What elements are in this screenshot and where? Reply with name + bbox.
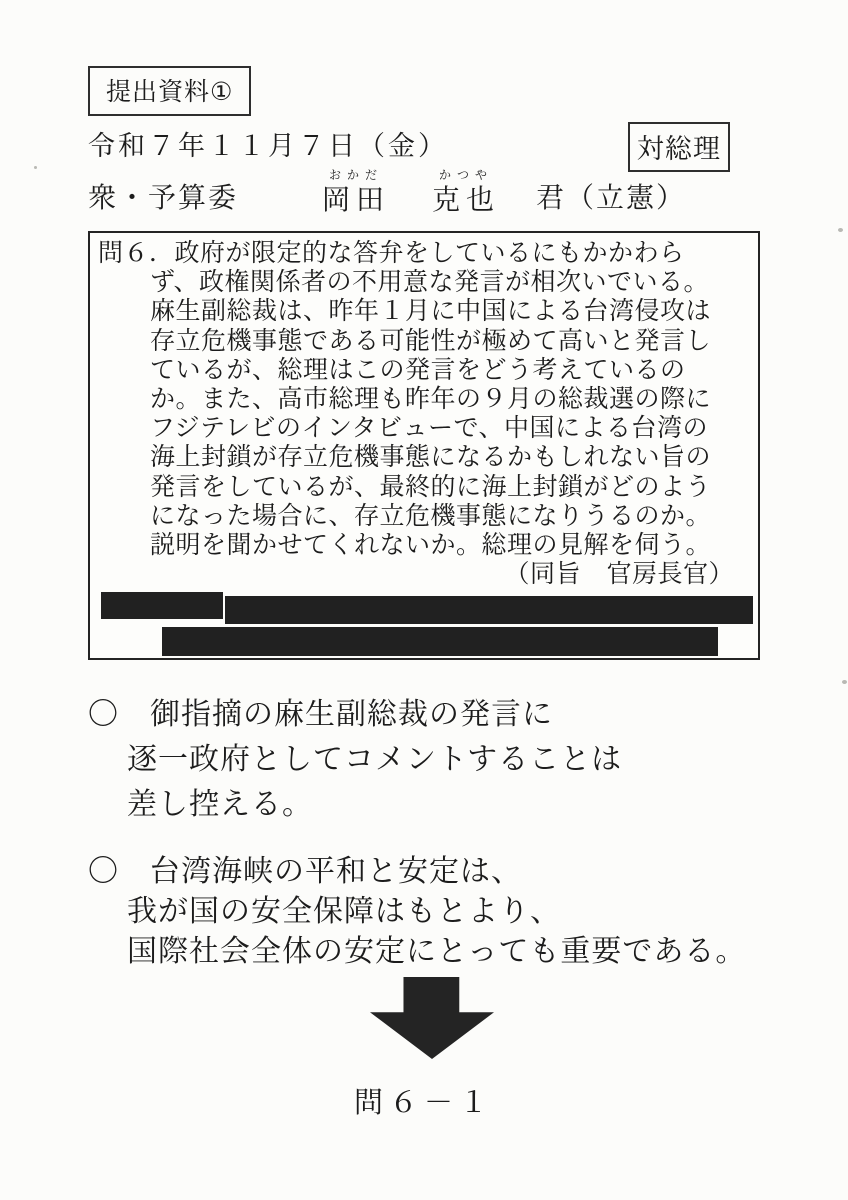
question-line: 麻生副総裁は、昨年１月に中国による台湾侵攻は <box>150 297 712 326</box>
question-line: 説明を聞かせてくれないか。総理の見解を伺う。 <box>150 531 712 560</box>
answer-line: 逐一政府としてコメントすることは <box>127 743 623 776</box>
scan-speck <box>34 166 37 169</box>
member-family-ruby: おかだ <box>322 168 391 182</box>
question-line: 海上封鎖が存立危機事態になるかもしれない旨の <box>150 443 712 472</box>
question-line: フジテレビのインタビューで、中国による台湾の <box>150 414 709 443</box>
footer-page-label: 問６－１ <box>353 1087 494 1119</box>
redaction-bar <box>162 627 718 656</box>
addressee-text: 対総理 <box>637 134 721 164</box>
question-line: 問６．政府が限定的な答弁をしているにもかかわら <box>98 239 685 267</box>
redaction-area <box>98 592 750 658</box>
question-line: 存立危機事態である可能性が極めて高いと発言し <box>150 326 712 355</box>
answer-line: 国際社会全体の安定にとっても重要である。 <box>127 935 747 968</box>
answer-line: 御指摘の麻生副総裁の発言に <box>150 698 553 731</box>
answer-line: 差し控える。 <box>127 788 313 821</box>
redaction-bar <box>225 596 753 624</box>
member-family-name <box>322 168 390 218</box>
bullet-circle-icon: 〇 <box>88 698 119 731</box>
member-suffix: 君（立憲） <box>536 182 687 213</box>
member-given-name <box>432 168 500 218</box>
question-line: になった場合に、存立危機事態になりうるのか。 <box>150 501 712 530</box>
member-given-text: 克也 <box>432 184 501 215</box>
redaction-bar <box>101 592 223 619</box>
question-line: ているが、総理はこの発言をどう考えているの <box>150 355 686 384</box>
doc-label-box <box>88 66 251 116</box>
answer-bullet-1-lines <box>127 692 622 827</box>
question-line: ず、政権関係者の不用意な発言が相次いでいる。 <box>150 268 710 297</box>
down-arrow-icon <box>370 977 494 1059</box>
question-line: か。また、高市総理も昨年の９月の総裁選の際に <box>150 385 712 414</box>
bullet-circle-icon: 〇 <box>88 855 119 888</box>
doc-label-text: 提出資料① <box>106 78 234 106</box>
answer-line: 台湾海峡の平和と安定は、 <box>150 855 522 888</box>
scan-speck <box>842 680 847 684</box>
question-box <box>88 231 760 660</box>
member-row <box>88 168 686 218</box>
addressee-box <box>628 122 730 172</box>
answer-bullet-1 <box>88 692 622 827</box>
question-attribution: （同旨 官房長官） <box>504 560 734 589</box>
question-line: 発言をしているが、最終的に海上封鎖がどのよう <box>150 472 712 501</box>
date-text: 令和７年１１月７日（金） <box>88 131 448 161</box>
member-given-ruby: かつや <box>432 168 501 182</box>
answer-bullet-2-lines <box>127 852 746 972</box>
answer-bullet-2 <box>88 852 746 972</box>
member-name <box>322 168 686 218</box>
member-family-text: 岡田 <box>322 184 391 215</box>
committee-label: 衆・予算委 <box>88 182 239 213</box>
scan-speck <box>838 228 843 232</box>
answer-line: 我が国の安全保障はもとより、 <box>127 895 561 928</box>
